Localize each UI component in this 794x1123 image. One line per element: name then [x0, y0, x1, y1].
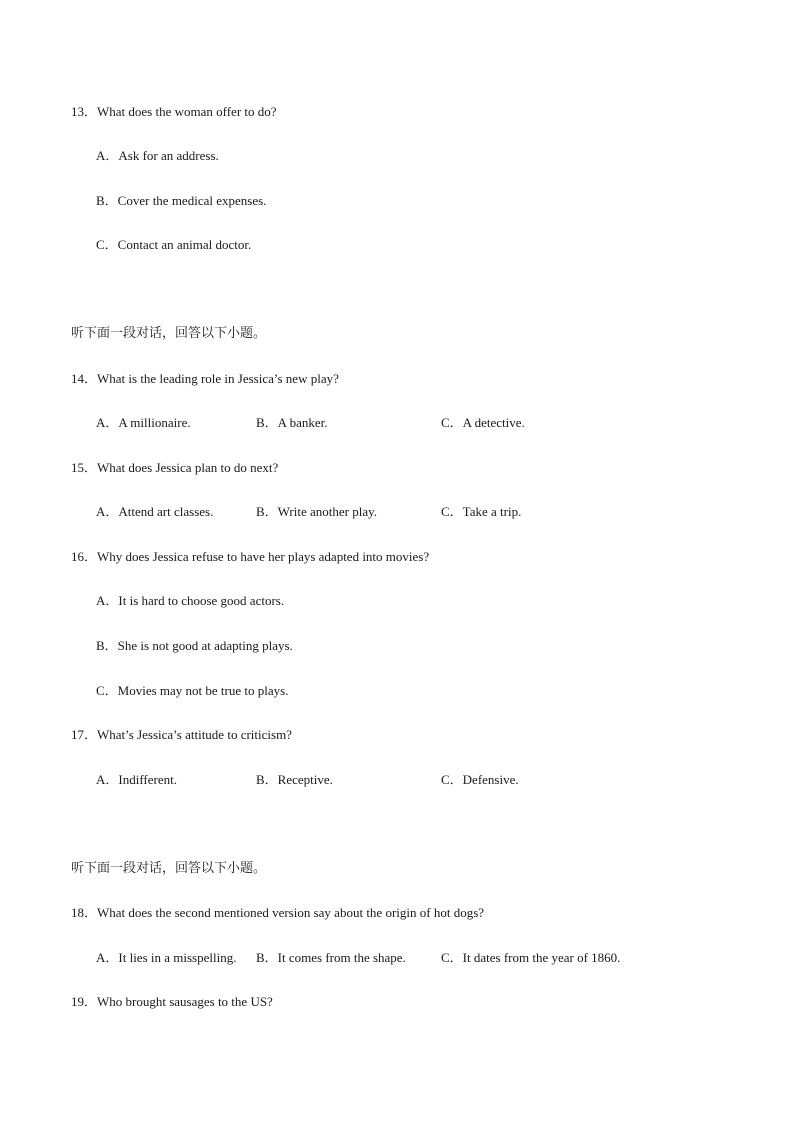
question-15-option-b: B．Write another play.: [256, 504, 378, 519]
question-14-option-b: B．A banker.: [256, 415, 328, 430]
question-17-option-c: C．Defensive.: [441, 772, 519, 787]
question-14-option-a: A．A millionaire.: [96, 415, 191, 430]
question-13-option-c: C．Contact an animal doctor.: [96, 237, 252, 252]
question-15-option-c: C．Take a trip.: [441, 504, 522, 519]
question-13-option-a: A．Ask for an address.: [96, 148, 219, 163]
question-18-option-a: A．It lies in a misspelling.: [96, 950, 237, 965]
question-17-option-b: B．Receptive.: [256, 772, 333, 787]
question-15-stem: 15．What does Jessica plan to do next?: [71, 460, 279, 475]
question-18-stem: 18．What does the second mentioned version say about the origin of hot dogs?: [71, 905, 485, 920]
question-16-option-c: C．Movies may not be true to plays.: [96, 683, 289, 698]
question-17-option-a: A．Indifferent.: [96, 772, 177, 787]
question-18-option-b: B．It comes from the shape.: [256, 950, 406, 965]
question-13-option-b: B．Cover the medical expenses.: [96, 193, 267, 208]
question-14-option-c: C．A detective.: [441, 415, 525, 430]
question-15-option-a: A．Attend art classes.: [96, 504, 214, 519]
question-14-stem: 14．What is the leading role in Jessica’s new play?: [71, 371, 339, 386]
question-17-stem: 17．What’s Jessica’s attitude to criticism?: [71, 727, 292, 742]
question-13-stem: 13．What does the woman offer to do?: [71, 104, 277, 119]
question-16-option-b: B．She is not good at adapting plays.: [96, 638, 293, 653]
section-instruction: 听下面一段对话，回答以下小题。: [71, 861, 267, 876]
question-16-stem: 16．Why does Jessica refuse to have her plays adapted into movies?: [71, 549, 430, 564]
section-instruction: 听下面一段对话，回答以下小题。: [71, 326, 267, 341]
question-18-option-c: C．It dates from the year of 1860.: [441, 950, 621, 965]
question-19-stem: 19．Who brought sausages to the US?: [71, 994, 273, 1009]
question-16-option-a: A．It is hard to choose good actors.: [96, 593, 285, 608]
